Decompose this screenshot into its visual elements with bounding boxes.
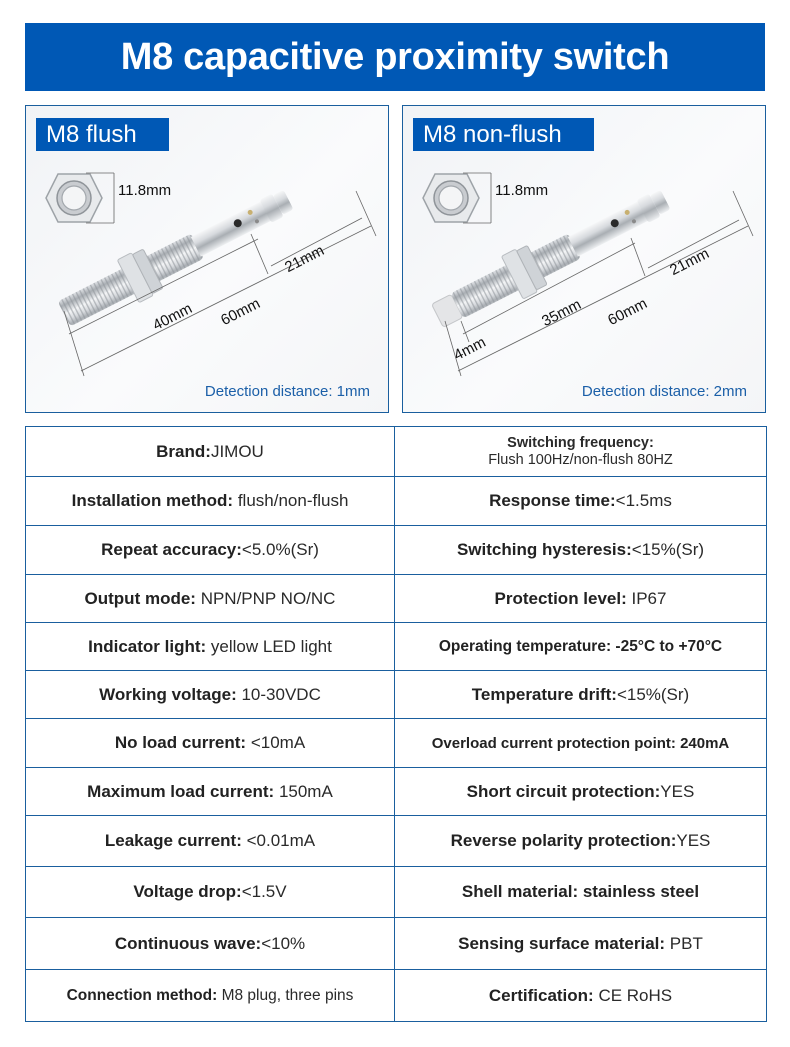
spec-continuous-wave: Continuous wave:<10% xyxy=(26,918,395,970)
spec-temperature-drift: Temperature drift:<15%(Sr) xyxy=(395,671,767,719)
spec-operating-temperature: Operating temperature: -25°C to +70°C xyxy=(395,623,767,671)
nut-dimension-bracket xyxy=(86,172,116,224)
table-row xyxy=(26,768,767,816)
spec-working-voltage: Working voltage: 10-30VDC xyxy=(26,671,395,719)
body-length-label: 21mm xyxy=(667,245,713,280)
thread-length-label: 40mm xyxy=(150,300,196,335)
title-banner xyxy=(25,23,765,91)
spec-sensing-surface-material: Sensing surface material: PBT xyxy=(395,918,767,970)
thread-length-label: 35mm xyxy=(539,296,585,331)
table-row xyxy=(26,918,767,970)
spec-output-mode: Output mode: NPN/PNP NO/NC xyxy=(26,575,395,623)
spec-no-load-current: No load current: <10mA xyxy=(26,719,395,768)
spec-switching-frequency: Switching frequency: Flush 100Hz/non-flush 80HZ xyxy=(395,427,767,477)
table-row xyxy=(26,719,767,768)
total-length-label: 60mm xyxy=(218,295,264,330)
spec-certification: Certification: CE RoHS xyxy=(395,970,767,1022)
product-panel-flush xyxy=(25,105,389,413)
spec-leakage-current: Leakage current: <0.01mA xyxy=(26,816,395,867)
detection-distance-non-flush: Detection distance: 2mm xyxy=(581,383,747,400)
spec-short-circuit-protection: Short circuit protection:YES xyxy=(395,768,767,816)
spec-reverse-polarity-protection: Reverse polarity protection:YES xyxy=(395,816,767,867)
spec-switching-hysteresis: Switching hysteresis:<15%(Sr) xyxy=(395,526,767,575)
spec-max-load-current: Maximum load current: 150mA xyxy=(26,768,395,816)
table-row xyxy=(26,477,767,526)
panel-tag-non-flush: M8 non-flush xyxy=(413,118,594,151)
table-row xyxy=(26,575,767,623)
spec-connection-method: Connection method: M8 plug, three pins xyxy=(26,970,395,1022)
sensor-flush-drawing xyxy=(26,106,389,413)
spec-repeat-accuracy: Repeat accuracy:<5.0%(Sr) xyxy=(26,526,395,575)
spec-installation-method: Installation method: flush/non-flush xyxy=(26,477,395,526)
product-panel-non-flush xyxy=(402,105,766,413)
table-row xyxy=(26,671,767,719)
spec-brand: Brand:JIMOU xyxy=(26,427,395,477)
nut-dimension-label: 11.8mm xyxy=(495,182,549,199)
table-row xyxy=(26,623,767,671)
spec-voltage-drop: Voltage drop:<1.5V xyxy=(26,867,395,918)
total-length-label: 60mm xyxy=(605,295,651,330)
spec-response-time: Response time:<1.5ms xyxy=(395,477,767,526)
spec-protection-level: Protection level: IP67 xyxy=(395,575,767,623)
tip-length-label: 4mm xyxy=(451,333,489,365)
table-row xyxy=(26,970,767,1022)
panel-tag-flush: M8 flush xyxy=(36,118,169,151)
nut-dimension-bracket xyxy=(463,172,493,224)
nut-dimension-label: 11.8mm xyxy=(118,182,172,199)
spec-table xyxy=(25,426,767,1022)
detection-distance-flush: Detection distance: 1mm xyxy=(204,383,370,400)
spec-overload-protection: Overload current protection point: 240mA xyxy=(395,719,767,768)
table-row xyxy=(26,867,767,918)
table-row xyxy=(26,816,767,867)
spec-shell-material: Shell material: stainless steel xyxy=(395,867,767,918)
spec-indicator-light: Indicator light: yellow LED light xyxy=(26,623,395,671)
table-row xyxy=(26,427,767,477)
page-title: M8 capacitive proximity switch xyxy=(120,35,670,78)
table-row xyxy=(26,526,767,575)
body-length-label: 21mm xyxy=(282,242,328,277)
